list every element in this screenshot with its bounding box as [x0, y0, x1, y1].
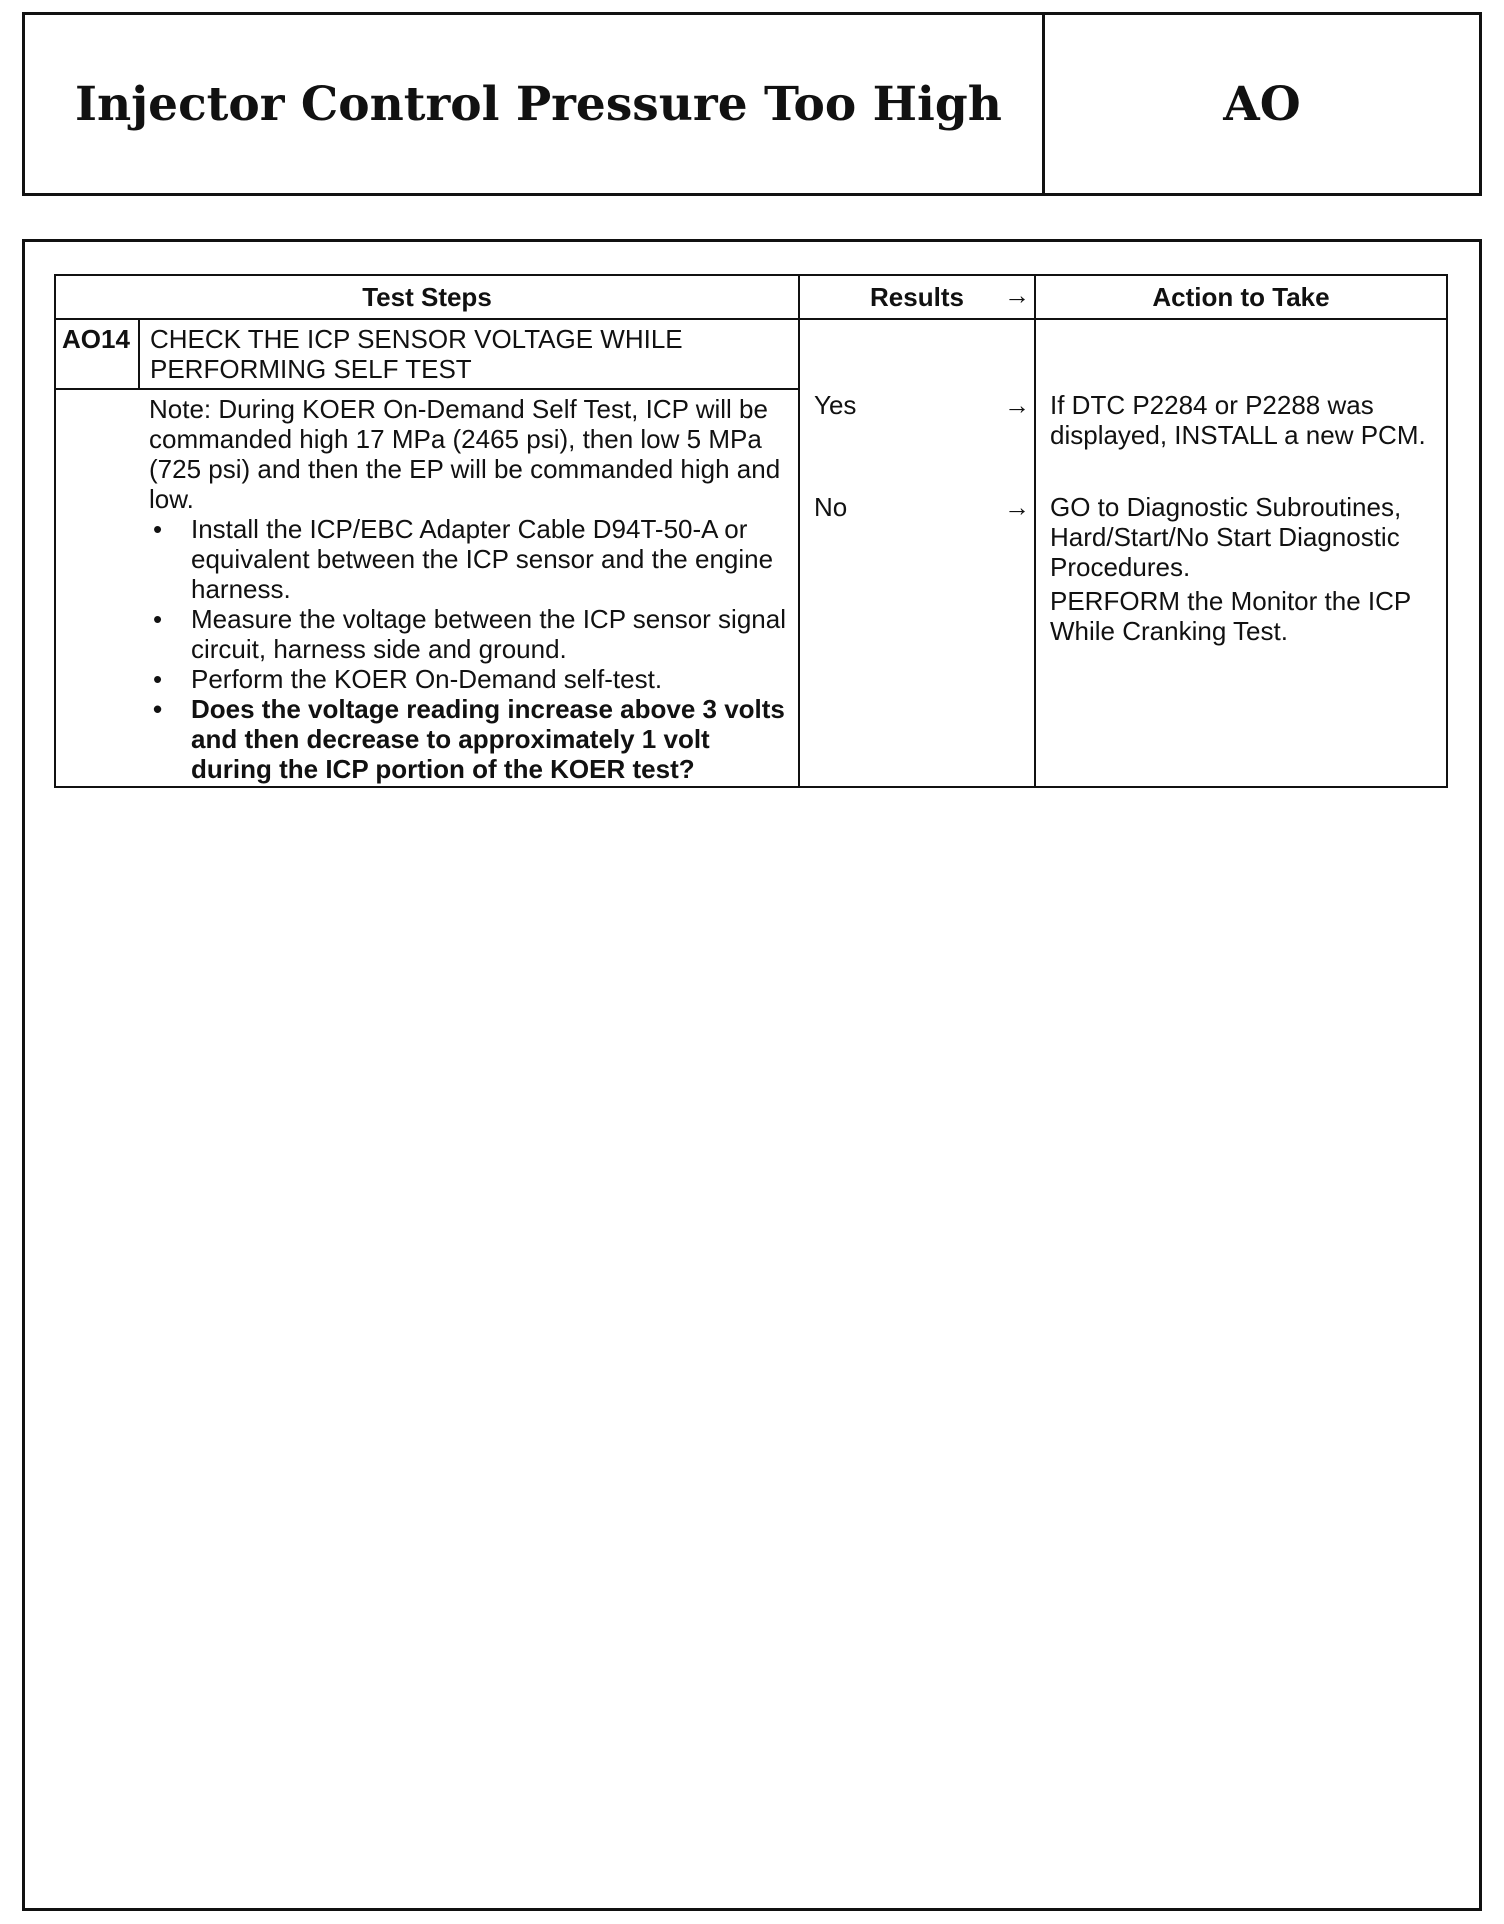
- header-arrow-icon: →: [1004, 280, 1030, 310]
- result-no: [814, 492, 1030, 522]
- step-details: [139, 389, 799, 787]
- page-header: [22, 12, 1482, 196]
- list-item: • Measure the voltage between the ICP sensor signal circuit, harness side and ground.: [149, 604, 788, 664]
- step-question: • Does the voltage reading increase above 3 volts and then decrease to approximately 1 volt during the ICP portion of the KOER test?: [149, 694, 788, 784]
- result-yes-label: Yes: [814, 390, 857, 420]
- action-yes: If DTC P2284 or P2288 was displayed, INSTALL a new PCM.: [1050, 390, 1426, 450]
- header-action: Action to Take: [1035, 275, 1447, 319]
- action-no-step-2: PERFORM the Monitor the ICP While Cranking Test.: [1050, 586, 1411, 646]
- step-note: Note: During KOER On-Demand Self Test, ICP will be commanded high 17 MPa (2465 psi), then low 5 MPa (725 psi) and then the EP will be commanded high and low.: [149, 394, 781, 514]
- step-heading-row: [55, 319, 1447, 389]
- header-results-label: Results: [870, 282, 964, 312]
- action-no-step-1: GO to Diagnostic Subroutines, Hard/Start/No Start Diagnostic Procedures.: [1050, 492, 1402, 582]
- step-id: AO14: [55, 319, 139, 389]
- list-item: • Perform the KOER On-Demand self-test.: [149, 664, 788, 694]
- header-test-steps: Test Steps: [55, 275, 799, 319]
- list-item: • Install the ICP/EBC Adapter Cable D94T-50-A or equivalent between the ICP sensor and the engine harness.: [149, 514, 788, 604]
- step-bullet-list: [149, 514, 788, 784]
- result-yes-arrow-icon: →: [1004, 390, 1030, 420]
- action-no: [1050, 492, 1440, 646]
- results-cell: [799, 319, 1035, 787]
- result-no-arrow-icon: →: [1004, 492, 1030, 522]
- result-yes: [814, 390, 1030, 420]
- test-steps-table: [54, 274, 1448, 788]
- section-code: AO: [1223, 76, 1301, 132]
- step-heading: CHECK THE ICP SENSOR VOLTAGE WHILE PERFORMING SELF TEST: [139, 319, 799, 389]
- step-id-spacer: [55, 389, 139, 787]
- page-title: Injector Control Pressure Too High: [25, 15, 1045, 193]
- table-header-row: [55, 275, 1447, 319]
- action-cell: [1035, 319, 1447, 787]
- result-no-label: No: [814, 492, 848, 522]
- header-results: [799, 275, 1035, 319]
